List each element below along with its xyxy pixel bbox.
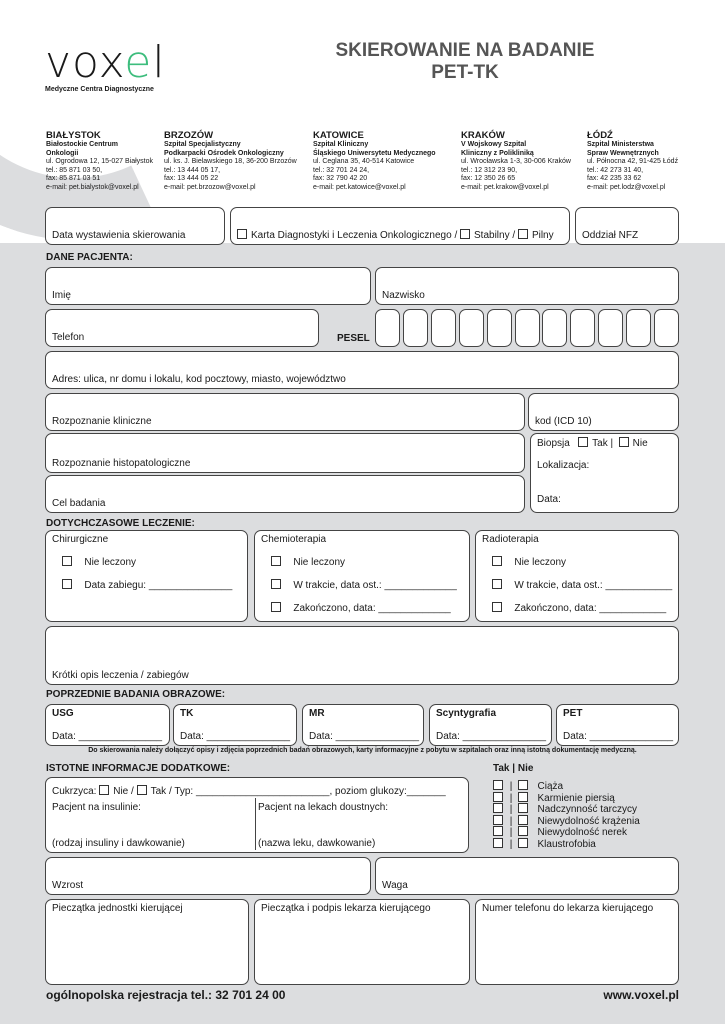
- last-name-field[interactable]: Nazwisko: [375, 267, 679, 305]
- pesel-digit-box[interactable]: [403, 309, 428, 347]
- condition-no-checkbox[interactable]: [518, 803, 528, 813]
- condition-no-checkbox[interactable]: [518, 826, 528, 836]
- histopathology-field[interactable]: Rozpoznanie histopatologiczne: [45, 433, 525, 473]
- pesel-digit-box[interactable]: [431, 309, 456, 347]
- condition-yes-checkbox[interactable]: [493, 803, 503, 813]
- logo: voxel Medyczne Centra Diagnostyczne: [45, 37, 166, 93]
- imaging-heading: POPRZEDNIE BADANIA OBRAZOWE:: [46, 689, 226, 700]
- imaging-0-field[interactable]: USG Data: _______________: [45, 704, 170, 746]
- extra-heading: ISTOTNE INFORMACJE DODATKOWE:: [46, 763, 231, 774]
- treatment-description-field[interactable]: Krótki opis leczenia / zabiegów: [45, 626, 679, 685]
- condition-row: | Niewydolność krążenia: [493, 815, 640, 827]
- condition-no-checkbox[interactable]: [518, 838, 528, 848]
- divider: [255, 798, 256, 850]
- imaging-1-field[interactable]: TK Data: _______________: [173, 704, 297, 746]
- phone-field[interactable]: Telefon: [45, 309, 319, 347]
- biopsy-yes-checkbox[interactable]: [578, 437, 588, 447]
- imaging-3-field[interactable]: Scyntygrafia Data: _______________: [429, 704, 552, 746]
- condition-yes-checkbox[interactable]: [493, 838, 503, 848]
- condition-row: | Nadczynność tarczycy: [493, 803, 637, 815]
- pesel-digit-box[interactable]: [598, 309, 623, 347]
- biopsy-no-checkbox[interactable]: [619, 437, 629, 447]
- pesel-digit-box[interactable]: [515, 309, 540, 347]
- height-field[interactable]: Wzrost: [45, 857, 371, 895]
- imaging-note: Do skierowania należy dołączyć opisy i zdjęcia poprzednich badań obrazowych, karty informacyjne z pobytu w szpitalach oraz inną istotną dokumentację medyczną.: [88, 747, 637, 754]
- chemo-box: Chemioterapia Nie leczony W trakcie, data ost.: _____________ Zakończono, data: _____________: [254, 530, 470, 622]
- document-title: SKIEROWANIE NA BADANIE PET-TK: [335, 40, 595, 83]
- condition-no-checkbox[interactable]: [518, 780, 528, 790]
- issue-date-field[interactable]: Data wystawienia skierowania: [45, 207, 225, 245]
- urgency-field: Karta Diagnostyki i Leczenia Onkologicznego / Stabilny / Pilny: [230, 207, 570, 245]
- condition-row: | Ciąża: [493, 780, 563, 792]
- weight-field[interactable]: Waga: [375, 857, 679, 895]
- nfz-field[interactable]: Oddział NFZ: [575, 207, 679, 245]
- location-1: BRZOZÓW Szpital Specjalistyczny Podkarpacki Ośrodek Onkologiczny ul. ks. J. Bielawskiego 18, 36-200 Brzozów tel.: 13 444 05 17, fax: 13 444 05 22 e-mail: pet.brzozow@voxel.pl: [164, 130, 297, 191]
- clinical-diagnosis-field[interactable]: Rozpoznanie kliniczne: [45, 393, 525, 431]
- imaging-4-field[interactable]: PET Data: _______________: [556, 704, 679, 746]
- checkbox[interactable]: [492, 602, 502, 612]
- checkbox[interactable]: [62, 579, 72, 589]
- diabetes-box: Cukrzyca: Nie / Tak / Typ: ________________________, poziom glukozy:_______ Pacjent na insulinie: Pacjent na lekach doustnych: (rodzaj insuliny i dawkowanie) (nazwa leku, dawkowanie): [45, 777, 469, 853]
- location-2: KATOWICE Szpital Kliniczny Śląskiego Uniwersytetu Medycznego ul. Ceglana 35, 40-514 Katowice tel.: 32 701 24 24, fax: 32 790 42 20 e-mail: pet.katowice@voxel.pl: [313, 130, 436, 191]
- location-3: KRAKÓW V Wojskowy Szpital Kliniczny z Polikliniką ul. Wrocławska 1-3, 30-006 Kraków tel.: 12 312 23 90, fax: 12 350 26 65 e-mail: pet.krakow@voxel.pl: [461, 130, 571, 191]
- stabilny-checkbox[interactable]: [460, 229, 470, 239]
- purpose-field[interactable]: Cel badania: [45, 475, 525, 513]
- patient-heading: DANE PACJENTA:: [46, 252, 133, 263]
- website-link[interactable]: www.voxel.pl: [603, 988, 679, 1002]
- pesel-digit-box[interactable]: [542, 309, 567, 347]
- checkbox[interactable]: [271, 602, 281, 612]
- checkbox[interactable]: [271, 579, 281, 589]
- registration-phone: ogólnopolska rejestracja tel.: 32 701 24 00: [46, 988, 286, 1002]
- checkbox[interactable]: [492, 556, 502, 566]
- karta-checkbox[interactable]: [237, 229, 247, 239]
- condition-row: | Karmienie piersią: [493, 792, 615, 804]
- pilny-checkbox[interactable]: [518, 229, 528, 239]
- diabetes-yes-checkbox[interactable]: [137, 785, 147, 795]
- unit-stamp-field[interactable]: Pieczątka jednostki kierującej: [45, 899, 249, 985]
- treatment-heading: DOTYCHCZASOWE LECZENIE:: [46, 518, 195, 529]
- diabetes-no-checkbox[interactable]: [99, 785, 109, 795]
- location-label: Lokalizacja:: [537, 460, 590, 471]
- pesel-digit-box[interactable]: [626, 309, 651, 347]
- pesel-digit-box[interactable]: [487, 309, 512, 347]
- logo-tagline: Medyczne Centra Diagnostyczne: [45, 86, 154, 93]
- pesel-digit-box[interactable]: [654, 309, 679, 347]
- pesel-digit-box[interactable]: [459, 309, 484, 347]
- location-4: ŁÓDŹ Szpital Ministerstwa Spraw Wewnętrznych ul. Północna 42, 91-425 Łódź tel.: 42 273 31 40, fax: 42 235 33 62 e-mail: pet.lodz@voxel.pl: [587, 130, 679, 191]
- location-0: BIAŁYSTOK Białostockie Centrum Onkologii ul. Ogrodowa 12, 15-027 Białystok tel.: 85 871 03 50, fax: 85 871 03 51 e-mail: pet.bialystok@voxel.pl: [46, 130, 154, 191]
- first-name-field[interactable]: Imię: [45, 267, 371, 305]
- condition-yes-checkbox[interactable]: [493, 780, 503, 790]
- tak-nie-header: Tak | Nie: [493, 763, 534, 774]
- condition-yes-checkbox[interactable]: [493, 792, 503, 802]
- condition-row: | Klaustrofobia: [493, 838, 596, 850]
- doctor-phone-field[interactable]: Numer telefonu do lekarza kierującego: [475, 899, 679, 985]
- condition-yes-checkbox[interactable]: [493, 815, 503, 825]
- checkbox[interactable]: [492, 579, 502, 589]
- condition-row: | Niewydolność nerek: [493, 826, 627, 838]
- condition-yes-checkbox[interactable]: [493, 826, 503, 836]
- icd-code-field[interactable]: kod (ICD 10): [528, 393, 679, 431]
- biopsy-box: Biopsja Tak | Nie Lokalizacja: Data:: [530, 433, 679, 513]
- doctor-signature-field[interactable]: Pieczątka i podpis lekarza kierującego: [254, 899, 470, 985]
- date-label: Data:: [537, 494, 561, 505]
- checkbox[interactable]: [271, 556, 281, 566]
- condition-no-checkbox[interactable]: [518, 792, 528, 802]
- pesel-label: PESEL: [337, 333, 370, 344]
- imaging-2-field[interactable]: MR Data: _______________: [302, 704, 424, 746]
- checkbox[interactable]: [62, 556, 72, 566]
- radio-box: Radioterapia Nie leczony W trakcie, data ost.: ____________ Zakończono, data: ____________: [475, 530, 679, 622]
- pesel-digit-box[interactable]: [375, 309, 400, 347]
- address-field[interactable]: Adres: ulica, nr domu i lokalu, kod pocztowy, miasto, województwo: [45, 351, 679, 389]
- surgery-box: Chirurgiczne Nie leczony Data zabiegu: _______________: [45, 530, 248, 622]
- condition-no-checkbox[interactable]: [518, 815, 528, 825]
- pesel-digit-box[interactable]: [570, 309, 595, 347]
